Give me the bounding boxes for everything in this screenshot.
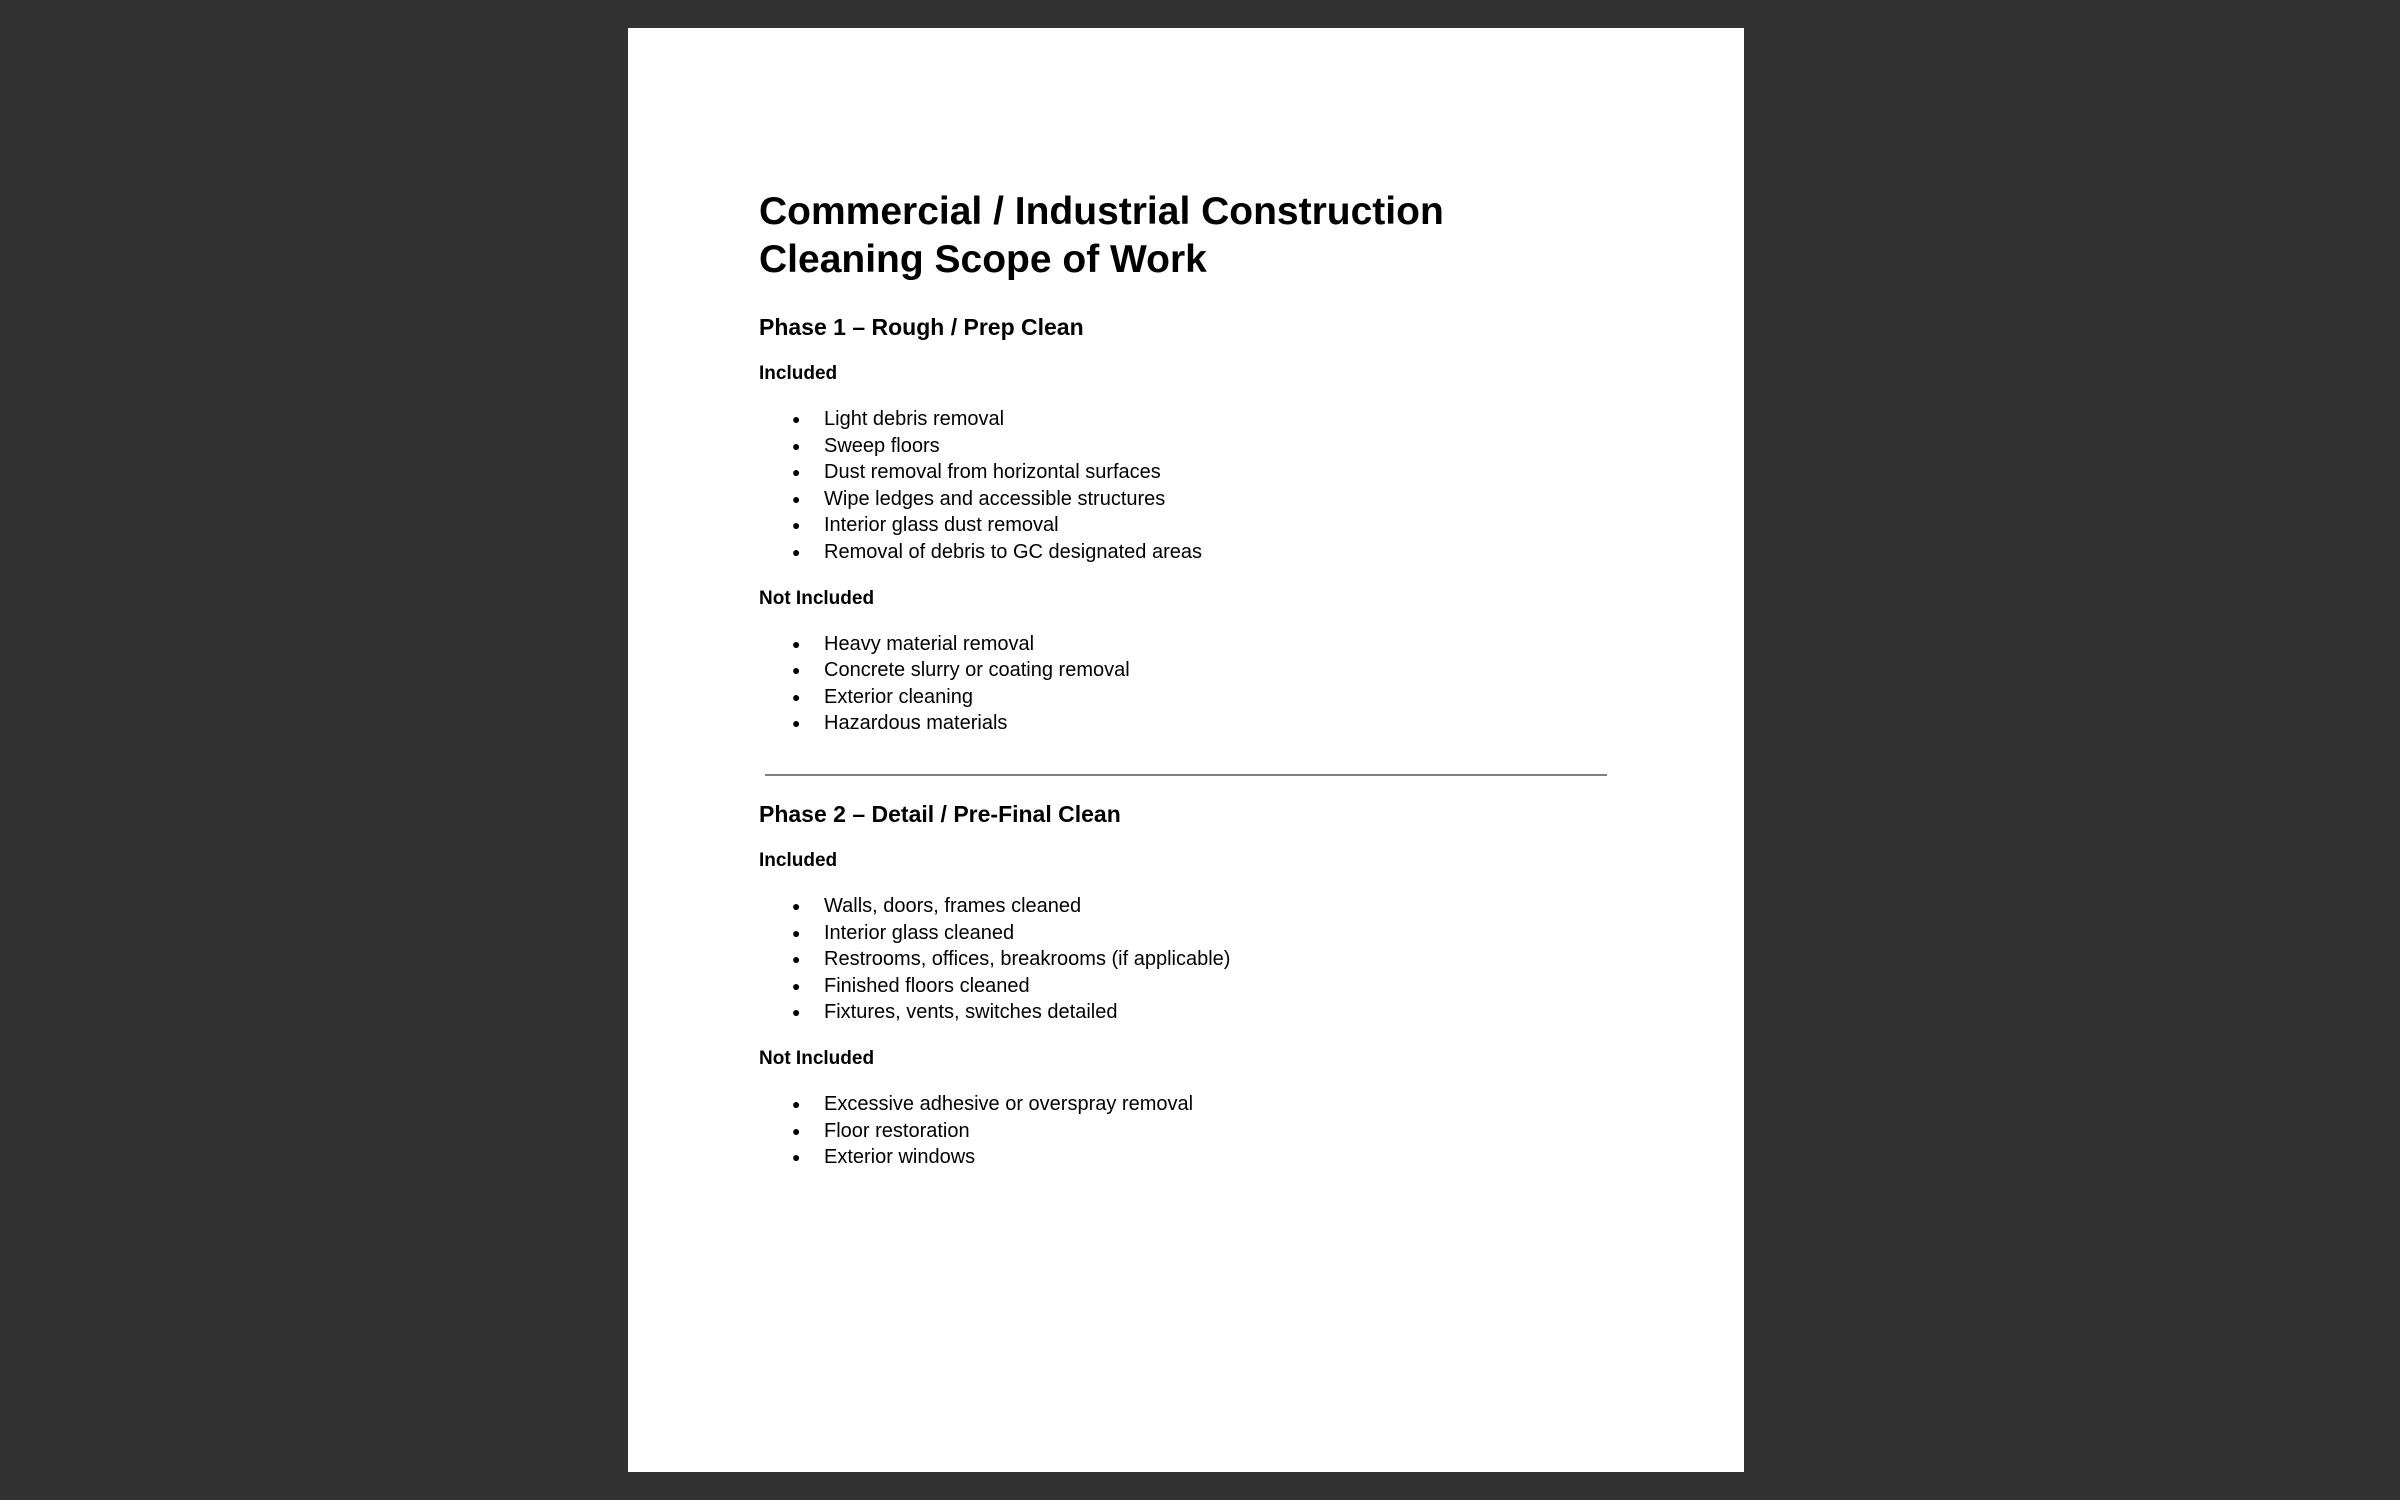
list-item xyxy=(759,406,1619,433)
bullet-icon: ● xyxy=(792,543,801,560)
phase-1-included-label: Included xyxy=(759,363,838,384)
phase-1-not-included-label: Not Included xyxy=(759,587,875,609)
list-item-text: Fixtures, vents, switches detailed xyxy=(824,1001,1118,1024)
list-item xyxy=(759,486,1619,513)
list-item-text: Interior glass dust removal xyxy=(824,514,1059,537)
list-item-text: Exterior windows xyxy=(824,1146,976,1169)
section-divider xyxy=(765,774,1607,776)
bullet-icon: ● xyxy=(792,635,801,652)
bullet-icon: ● xyxy=(792,1095,801,1112)
phase-2-included-label: Included xyxy=(759,849,838,871)
list-item-text: Restrooms, offices, breakrooms (if applicable) xyxy=(824,948,1231,971)
list-item xyxy=(759,1118,1619,1145)
list-item-text: Wipe ledges and accessible structures xyxy=(824,487,1166,510)
bullet-icon: ● xyxy=(792,1149,801,1166)
list-item xyxy=(759,657,1619,684)
list-item xyxy=(759,631,1619,658)
phase-1-heading: Phase 1 – Rough / Prep Clean xyxy=(759,314,1084,340)
bullet-icon: ● xyxy=(792,951,801,968)
list-item-text: Interior glass cleaned xyxy=(824,921,1015,944)
list-item-text: Dust removal from horizontal surfaces xyxy=(824,461,1161,484)
list-item xyxy=(759,1144,1619,1171)
list-item xyxy=(759,512,1619,539)
bullet-icon: ● xyxy=(792,1004,801,1021)
document-page xyxy=(628,28,1744,1472)
list-item-text: Exterior cleaning xyxy=(824,685,973,708)
bullet-icon: ● xyxy=(792,977,801,994)
list-item-text: Removal of debris to GC designated areas xyxy=(824,540,1202,563)
bullet-icon: ● xyxy=(792,490,801,507)
list-item xyxy=(759,1091,1619,1118)
bullet-icon: ● xyxy=(792,1122,801,1139)
list-item-text: Heavy material removal xyxy=(824,632,1035,655)
bullet-icon: ● xyxy=(792,897,801,914)
document-content xyxy=(759,188,1619,1171)
list-item-text: Walls, doors, frames cleaned xyxy=(824,894,1082,917)
list-item xyxy=(759,946,1619,973)
bullet-icon: ● xyxy=(792,437,801,454)
phase-2-included-list xyxy=(759,893,1619,1026)
list-item xyxy=(759,459,1619,486)
list-item xyxy=(759,893,1619,920)
phase-2-not-included-list xyxy=(759,1091,1619,1171)
list-item-text: Sweep floors xyxy=(824,434,940,457)
bullet-icon: ● xyxy=(792,517,801,534)
bullet-icon: ● xyxy=(792,411,801,427)
bullet-icon: ● xyxy=(792,464,801,481)
list-item xyxy=(759,539,1619,566)
bullet-icon: ● xyxy=(792,924,801,941)
list-item xyxy=(759,433,1619,460)
list-item-text: Floor restoration xyxy=(824,1119,970,1142)
bullet-icon: ● xyxy=(792,688,801,705)
list-item-text: Concrete slurry or coating removal xyxy=(824,659,1130,682)
list-item xyxy=(759,999,1619,1026)
phase-1-included-list xyxy=(759,406,1619,566)
list-item xyxy=(759,973,1619,1000)
bullet-icon: ● xyxy=(792,715,801,732)
document-title: Commercial / Industrial Construction Cleaning Scope of Work xyxy=(759,190,1444,281)
list-item-text: Hazardous materials xyxy=(824,712,1008,735)
list-item xyxy=(759,920,1619,947)
bullet-icon: ● xyxy=(792,662,801,679)
list-item xyxy=(759,710,1619,737)
phase-2-heading: Phase 2 – Detail / Pre-Final Clean xyxy=(759,800,1121,827)
phase-1-not-included-list xyxy=(759,631,1619,737)
list-item-text: Finished floors cleaned xyxy=(824,974,1030,997)
phase-2-not-included-label: Not Included xyxy=(759,1047,875,1069)
list-item-text: Light debris removal xyxy=(824,408,1005,430)
list-item xyxy=(759,684,1619,711)
list-item-text: Excessive adhesive or overspray removal xyxy=(824,1092,1194,1115)
